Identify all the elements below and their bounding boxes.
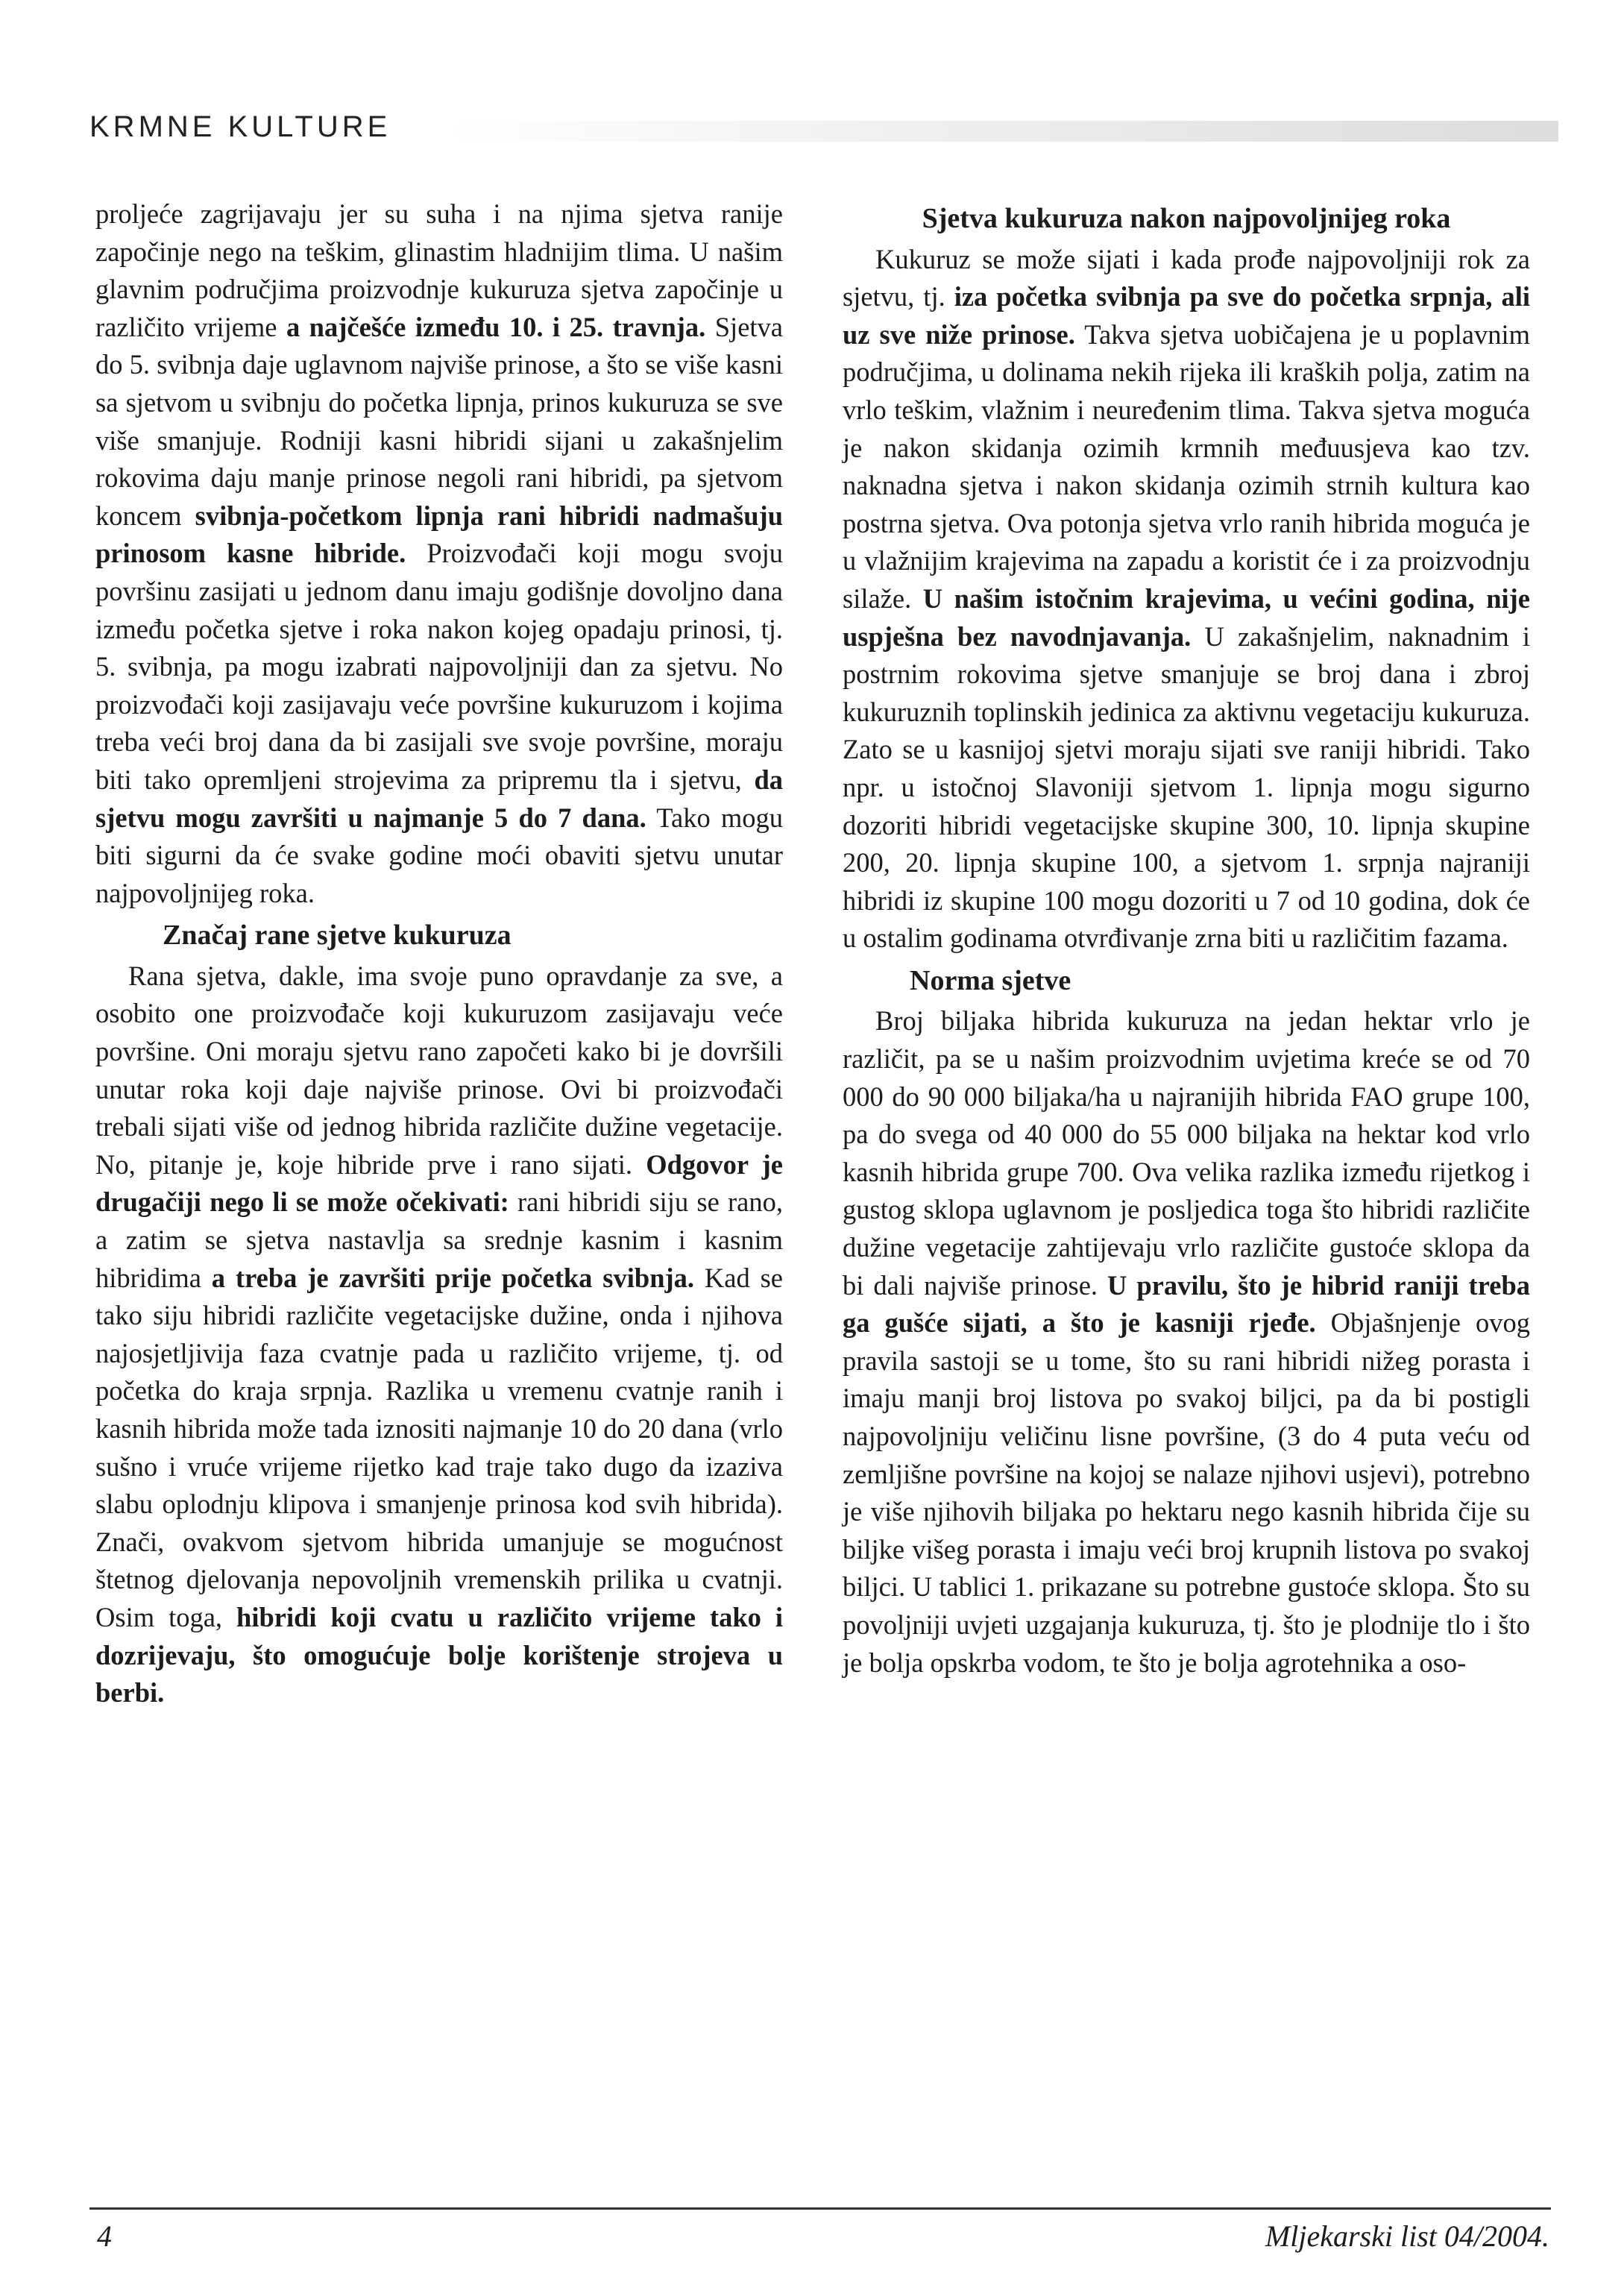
text-run: Takva sjetva uobičajena je u poplavnim područjima, u dolinama nekih rijeka ili kraških polja, zatim na vrlo teškim, vlažnim i neuređenim tlima. Takva sjetva moguća je nakon skidanja ozimih krmnih međuusjeva kao tzv. naknadna sjetva i nakon skidanja ozimih strnih kultura kao postrna sjetva. Ova potonja sjetva vrlo ranih hibrida moguća je u vlažnijim krajevima na zapadu a koristit će i za proizvodnju silaže. — [843, 318, 1530, 614]
text-run: Rana sjetva, dakle, ima svoje puno opravdanje za sve, a osobito one proizvođače koji kukuruzom zasijavaju veće površine. Oni moraju sjetvu rano započeti kako bi je dovršili unutar roka koji daje najviše prinose. Ovi bi proizvođači trebali sijati više od jednog hibrida različite dužine vegetacije. No, pitanje je, koje hibride prve i rano sijati. — [95, 960, 783, 1180]
left-paragraph-1 — [95, 195, 783, 912]
text-run: Proizvođači koji mogu svoju površinu zasijati u jednom danu imaju godišnje dovoljno dana između početka sjetve i roka nakon kojeg opadaju prinosi, tj. 5. svibnja, pa mogu izabrati najpovoljniji dan za sjetvu. No proizvođači koji zasijavaju veće površine kukuruzom i kojima treba veći broj dana da bi zasijali sve svoje površine, moraju biti tako opremljeni strojevima za pripremu tla i sjetvu, — [95, 538, 783, 795]
bold-text-run: a najčešće između 10. i 25. travnja. — [286, 311, 706, 342]
footer-rule — [89, 2207, 1551, 2210]
bold-text-run: svibnja-početkom lipnja rani hibridi nadmašuju prinosom kasne hibride. — [95, 500, 783, 569]
journal-issue: Mljekarski list 04/2004. — [1265, 2219, 1549, 2253]
text-run: proljeće zagrijavaju jer su suha i na njima sjetva ranije započinje nego na teškim, glinastim hladnijim tlima. U našim glavnim područjima proizvodnje kukuruza sjetva započinje u različito vrijeme — [95, 198, 783, 342]
left-column — [95, 195, 783, 1712]
bold-text-run: hibridi koji cvatu u različito vrijeme tako i dozrijevaju, što omogućuje bolje korištenje strojeva u berbi. — [95, 1601, 783, 1709]
text-run: Objašnjenje ovog pravila sastoji se u tome, što su rani hibridi nižeg porasta i imaju manji broj listova po svakoj biljci, pa da bi postigli najpovoljniju veličinu lisne površine, (3 do 4 puta veću od zemljišne površine na kojoj se nalaze njihovi usjevi), potrebno je više njihovih biljaka po hektaru nego kasnih hibrida čije su biljke višeg porasta i imaju veći broj krupnih listova po svakoj biljci. U tablici 1. prikazane su potrebne gustoće sklopa. Što su povoljniji uvjeti uzgajanja kukuruza, tj. što je plodnije tlo i što je bolja opskrba vodom, te što je bolja agrotehnika a oso- — [843, 1307, 1530, 1678]
bold-text-run: iza početka svibnja pa sve do početka srpnja, ali uz sve niže prinose. — [843, 281, 1531, 350]
text-run: U zakašnjelim, naknadnim i postrnim rokovima sjetve smanjuje se broj dana i zbroj kukuruznih toplinskih jedinica za aktivnu vegetaciju kukuruza. Zato se u kasnijoj sjetvi moraju sijati sve raniji hibridi. Tako npr. u istočnoj Slavoniji sjetvom 1. lipnja mogu sigurno dozoriti hibridi vegetacijske skupine 300, 10. lipnja skupine 200, 20. lipnja skupine 100, a sjetvom 1. srpnja najraniji hibridi iz skupine 100 mogu dozoriti u 7 od 10 godina, dok će u ostalim godinama otvrđivanje zrna biti u različitim fazama. — [843, 620, 1530, 954]
header-gradient-bar — [447, 121, 1558, 142]
left-heading-early-sowing: Značaj rane sjetve kukuruza — [163, 920, 512, 952]
bold-text-run: da sjetvu mogu završiti u najmanje 5 do 7 dana. — [95, 764, 783, 833]
bold-text-run: U pravilu, što je hibrid raniji treba ga gušće sijati, a što je kasniji rjeđe. — [843, 1269, 1530, 1339]
left-paragraph-2 — [95, 958, 783, 1712]
running-header: KRMNE KULTURE — [89, 110, 391, 143]
text-run: Kukuruz se može sijati i kada prođe najpovoljniji rok za sjetvu, tj. — [843, 243, 1530, 312]
text-run: rani hibridi siju se rano, a zatim se sjetva nastavlja sa srednje kasnim i kasnim hibridima — [95, 1186, 783, 1293]
text-run: Kad se tako siju hibridi različite vegetacijske dužine, onda i njihova najosjetljivija faza cvatnje pada u različito vrijeme, tj. od početka do kraja srpnja. Razlika u vremenu cvatnje ranih i kasnih hibrida može tada iznositi najmanje 10 do 20 dana (vrlo sušno i vruće vrijeme rijetko kad traje tako dugo da izaziva slabu oplodnju klipova i smanjenje prinosa kod svih hibrida). Znači, ovakvom sjetvom hibrida umanjuje se mogućnost štetnog djelovanja nepovoljnih vremenskih prilika u cvatnji. Osim toga, — [95, 1262, 783, 1632]
text-run: Tako mogu biti sigurni da će svake godine moći obaviti sjetvu unutar najpovoljnijeg roka. — [95, 802, 783, 908]
right-paragraph-1 — [843, 241, 1530, 958]
right-paragraph-2 — [843, 1002, 1530, 1682]
right-heading-late-sowing: Sjetva kukuruza nakon najpovoljnijeg roka — [922, 203, 1451, 234]
bold-text-run: a treba je završiti prije početka svibnja. — [211, 1262, 695, 1293]
text-run: Broj biljaka hibrida kukuruza na jedan hektar vrlo je različit, pa se u našim proizvodnim uvjetima kreće se od 70 000 do 90 000 biljaka/ha u najranijih hibrida FAO grupe 100, pa do svega od 40 000 do 55 000 biljaka na hektar kod vrlo kasnih hibrida grupe 700. Ova velika razlika između rijetkog i gustog sklopa uglavnom je posljedica toga što hibridi različite dužine vegetacije zahtijevaju vrlo različite gustoće sklopa da bi dali najviše prinose. — [843, 1005, 1530, 1301]
text-run: Sjetva do 5. svibnja daje uglavnom najviše prinose, a što se više kasni sa sjetvom u svibnju do početka lipnja, prinos kukuruza se sve više smanjuje. Rodniji kasni hibridi sijani u zakašnjelim rokovima daju manje prinose negoli rani hibridi, pa sjetvom koncem — [95, 311, 783, 531]
page-number: 4 — [97, 2219, 112, 2253]
right-column — [843, 195, 1530, 1682]
right-heading-sowing-norm: Norma sjetve — [910, 964, 1071, 996]
bold-text-run: Odgovor je drugačiji nego li se može očekivati: — [95, 1148, 783, 1218]
bold-text-run: U našim istočnim krajevima, u većini godina, nije uspješna bez navodnjavanja. — [843, 582, 1530, 652]
